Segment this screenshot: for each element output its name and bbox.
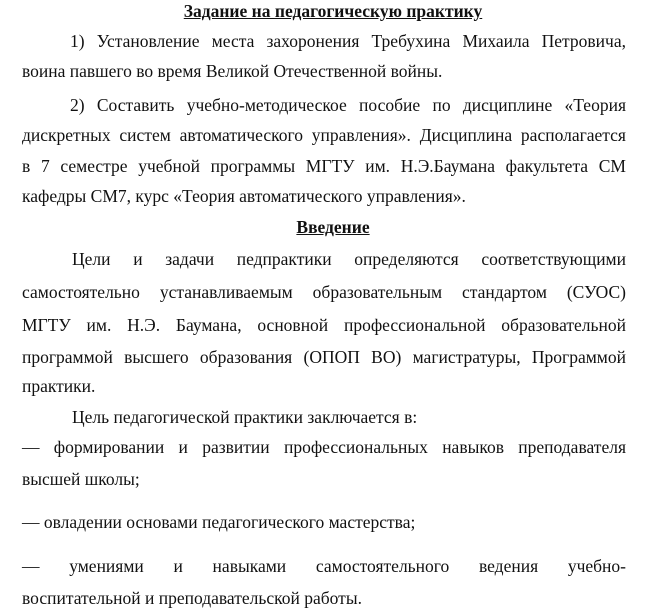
task-item2-line3: в 7 семестре учебной программы МГТУ им. Н.Э.Баумана факультета СМ — [22, 156, 626, 176]
task-item1-line2: воина павшего во время Великой Отечественной войны. — [22, 61, 443, 81]
task-item2-line1: 2) Составить учебно-методическое пособие по дисциплине «Теория — [70, 95, 626, 115]
goal-lead: Цель педагогической практики заключается в: — [72, 407, 418, 427]
bullet-1-line2: высшей школы; — [22, 469, 140, 489]
bullet-3-line2: воспитательной и преподавательской работы. — [22, 588, 362, 608]
task-item2-line2: дискретных систем автоматического управления». Дисциплина располагается — [22, 125, 626, 145]
bullet-3-line1: — умениями и навыками самостоятельного ведения учебно- — [22, 556, 626, 576]
bullet-1-line1: — формировании и развитии профессиональных навыков преподавателя — [22, 437, 626, 457]
task-heading: Задание на педагогическую практику — [183, 1, 483, 21]
intro-paragraph-line1: Цели и задачи педпрактики определяются соответствующими — [72, 249, 626, 269]
task-item2-line4: кафедры СМ7, курс «Теория автоматического управления». — [22, 186, 466, 206]
intro-paragraph-line2: самостоятельно устанавливаемым образовательным стандартом (СУОС) — [22, 282, 626, 302]
intro-heading: Введение — [296, 217, 370, 237]
bullet-2-line1: — овладении основами педагогического мастерства; — [22, 512, 416, 532]
intro-paragraph-line3: МГТУ им. Н.Э. Баумана, основной профессиональной образовательной — [22, 315, 626, 335]
intro-paragraph-line5: практики. — [22, 376, 96, 396]
intro-paragraph-line4: программой высшего образования (ОПОП ВО) магистратуры, Программой — [22, 347, 626, 367]
task-item1-line1: 1) Установление места захоронения Требухина Михаила Петровича, — [70, 31, 626, 51]
